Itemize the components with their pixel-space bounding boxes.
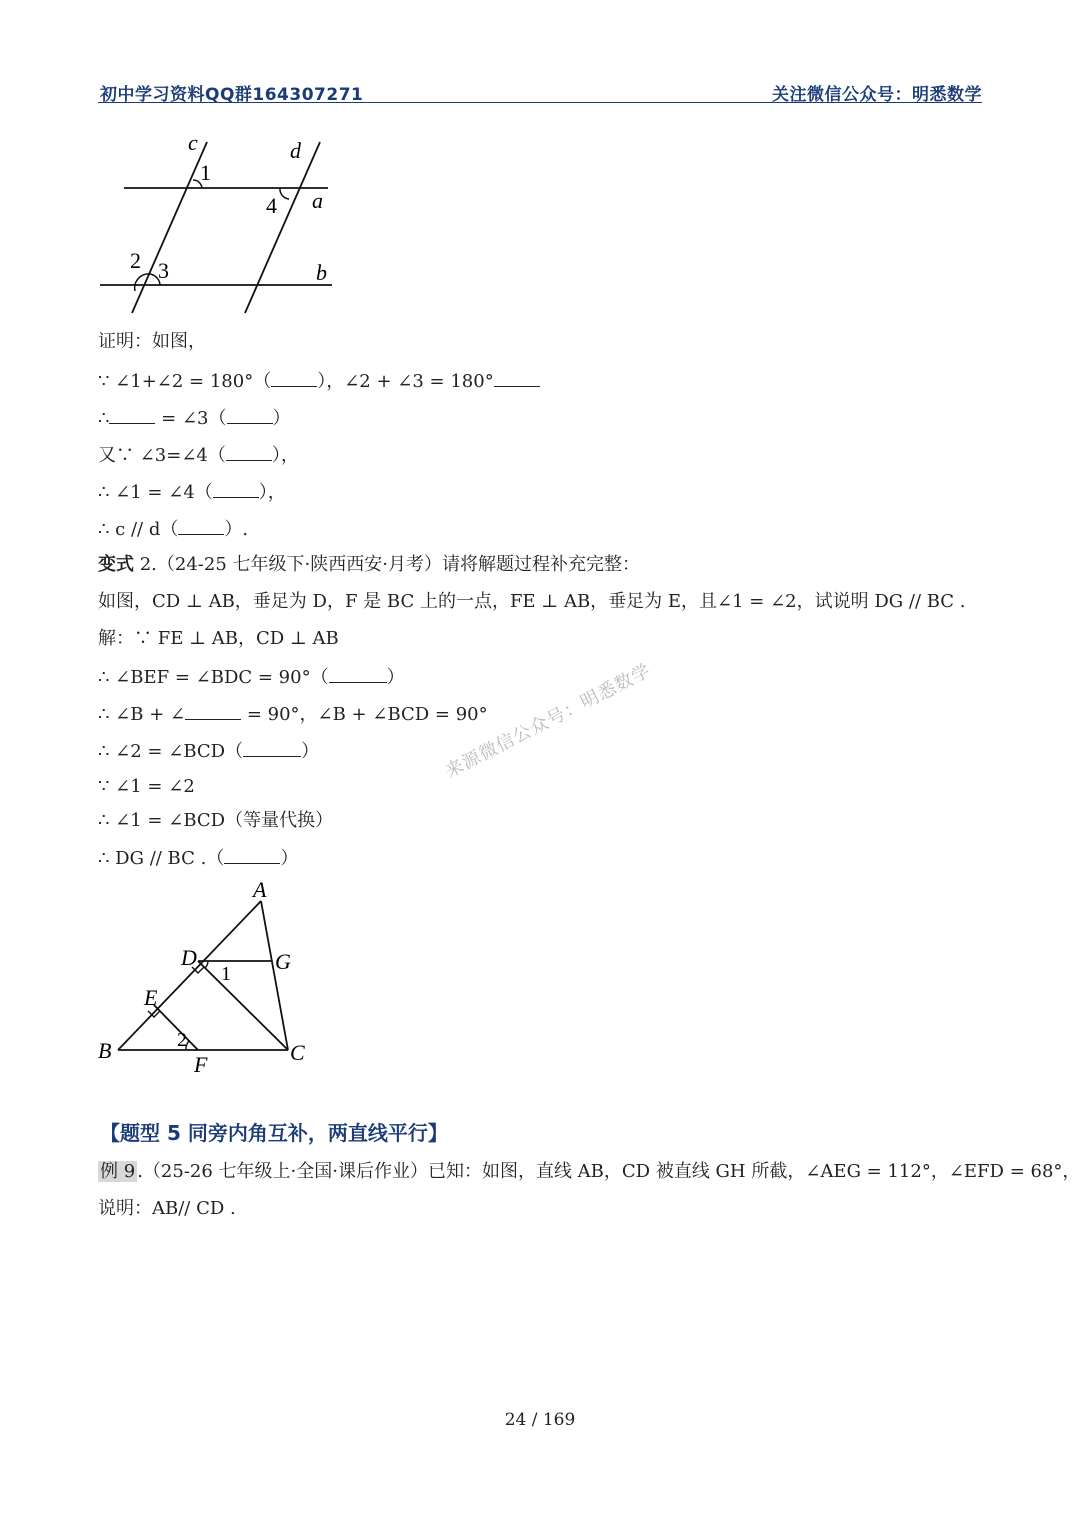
step2-a: ∴ ∠BEF = ∠BDC = 90°（ <box>98 667 329 688</box>
proof1-line3-b: ）， <box>271 445 299 466</box>
variant2-step3 <box>98 701 488 727</box>
figure-triangle <box>90 875 330 1080</box>
step3-b: = 90°，∠B + ∠BCD = 90° <box>241 704 488 725</box>
proof1-line1-a: ∵ ∠1+∠2 = 180°（ <box>98 371 272 392</box>
label-angle-4: 4 <box>266 193 277 218</box>
blank-answer[interactable] <box>185 701 241 720</box>
label-A: A <box>253 877 267 902</box>
variant2-title <box>98 553 640 577</box>
proof1-line5 <box>98 516 248 542</box>
label-angle-2: 2 <box>130 248 141 273</box>
variant2-step4 <box>98 738 319 764</box>
variant-source: 2.（24-25 七年级下·陕西西安·月考）请将解题过程补充完整： <box>134 554 640 575</box>
proof1-line5-b: ）. <box>224 519 249 540</box>
proof1-line3 <box>98 442 299 468</box>
label-angle-1: 1 <box>200 160 211 185</box>
step4-a: ∴ ∠2 = ∠BCD（ <box>98 741 244 762</box>
proof1-line2-a: ∴ <box>98 408 110 429</box>
label-C: C <box>290 1040 305 1065</box>
variant2-step2 <box>98 664 405 690</box>
label-c: c <box>188 130 198 155</box>
line-c <box>132 142 207 313</box>
header-right-text: 关注微信公众号：明悉数学 <box>772 85 982 105</box>
step7-a: ∴ DG // BC .（ <box>98 848 225 869</box>
variant2-step6: ∴ ∠1 = ∠BCD（等量代换） <box>98 810 334 831</box>
blank-reason[interactable] <box>329 664 387 683</box>
proof1-intro: 证明：如图， <box>98 331 206 352</box>
angle-1-arc <box>205 961 208 968</box>
side-ab <box>118 901 261 1050</box>
blank-answer[interactable] <box>109 405 155 424</box>
blank-reason[interactable] <box>224 845 280 864</box>
example9-line1 <box>98 1160 1080 1184</box>
proof1-line5-a: ∴ c // d（ <box>98 519 179 540</box>
label-a: a <box>312 188 323 213</box>
variant2-step7 <box>98 845 298 871</box>
label-D: D <box>181 945 197 970</box>
label-b: b <box>316 260 327 285</box>
step7-b: ） <box>280 848 299 869</box>
example-label: 例 9 <box>100 1161 136 1182</box>
blank-reason[interactable] <box>271 368 317 387</box>
proof1-line2-b: = ∠3（ <box>155 408 227 429</box>
example9-line2: 说明：AB// CD . <box>98 1198 236 1219</box>
proof1-line4 <box>98 479 286 505</box>
blank-reason[interactable] <box>227 405 273 424</box>
blank-reason[interactable] <box>213 479 259 498</box>
proof1-line4-b: ）， <box>258 482 286 503</box>
proof1-line4-a: ∴ ∠1 = ∠4（ <box>98 482 213 503</box>
label-E: E <box>144 985 158 1010</box>
proof1-line2 <box>98 405 291 431</box>
proof1-line1 <box>98 368 540 394</box>
page-header <box>98 80 982 103</box>
proof1-line1-b: ），∠2 + ∠3 = 180° <box>317 371 494 392</box>
variant2-step5: ∵ ∠1 = ∠2 <box>98 776 195 797</box>
label-B: B <box>98 1038 112 1063</box>
blank-reason[interactable] <box>178 516 224 535</box>
step3-a: ∴ ∠B + ∠ <box>98 704 186 725</box>
label-angle-2: 2 <box>177 1029 187 1051</box>
variant-label: 变式 <box>98 554 134 575</box>
label-G: G <box>275 949 291 974</box>
variant2-problem: 如图，CD ⊥ AB，垂足为 D，F 是 BC 上的一点，FE ⊥ AB，垂足为 E，且∠1 = ∠2，试说明 DG // BC . <box>98 591 966 612</box>
label-angle-3: 3 <box>158 258 169 283</box>
proof1-line2-c: ） <box>272 408 291 429</box>
blank-reason[interactable] <box>243 738 301 757</box>
header-left-text: 初中学习资料QQ群164307271 <box>100 85 364 105</box>
blank-reason[interactable] <box>226 442 272 461</box>
variant2-step1: 解：∵ FE ⊥ AB，CD ⊥ AB <box>98 628 339 649</box>
figure-parallel-lines <box>90 128 350 323</box>
label-angle-1: 1 <box>221 963 231 985</box>
segment-ef <box>154 1005 198 1050</box>
angle-4-arc <box>280 188 289 199</box>
example-text: .（25-26 七年级上·全国·课后作业）已知：如图，直线 AB，CD 被直线 GH 所截，∠AEG = 112°，∠EFD = 68°， <box>137 1161 1080 1182</box>
line-d <box>245 142 320 313</box>
page-number: 24 / 169 <box>504 1410 576 1430</box>
label-F: F <box>194 1052 208 1077</box>
section-heading: 【题型 5 同旁内角互补，两直线平行】 <box>100 1121 448 1145</box>
step4-b: ） <box>301 741 320 762</box>
proof1-line3-a: 又∵ ∠3=∠4（ <box>98 445 226 466</box>
label-d: d <box>290 138 301 163</box>
blank-reason[interactable] <box>494 368 540 387</box>
step2-b: ） <box>386 667 405 688</box>
watermark-text: 来源微信公众号：明悉数学 <box>441 660 655 783</box>
